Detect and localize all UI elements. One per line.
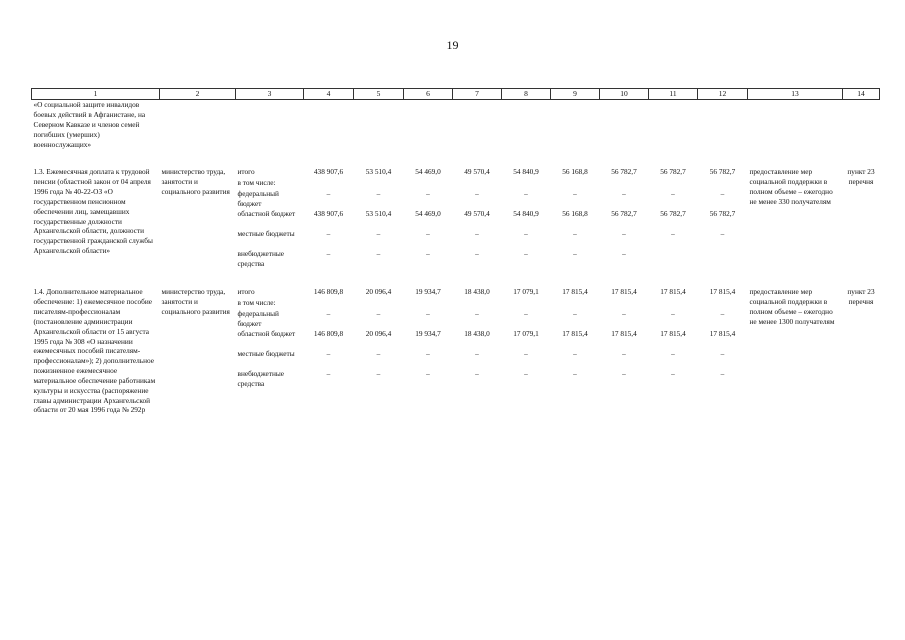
- executor: министерство труда, занятости и социального развития: [161, 287, 230, 317]
- row-spacer: [32, 149, 880, 167]
- value: –: [622, 369, 626, 379]
- row-spacer: [32, 269, 880, 287]
- value: –: [622, 249, 626, 259]
- value: –: [671, 349, 675, 359]
- value: 53 510,4: [365, 209, 392, 219]
- value: [504, 298, 549, 309]
- value: 53 510,4: [365, 167, 392, 177]
- value: –: [426, 369, 430, 379]
- value: [651, 298, 696, 309]
- expected-result: предоставление мер социальной поддержки в полном объеме – ежегодно не менее 1300 получателям: [749, 287, 835, 326]
- value: –: [524, 249, 528, 259]
- funding-source-label: местные бюджеты: [237, 349, 295, 359]
- header-cell: 14: [843, 89, 880, 100]
- value: –: [671, 189, 675, 199]
- value: –: [326, 349, 331, 359]
- value: –: [426, 249, 430, 259]
- value: –: [326, 189, 331, 199]
- value: 17 079,1: [513, 287, 539, 297]
- executor: министерство труда, занятости и социального развития: [161, 167, 230, 197]
- value: –: [326, 309, 331, 319]
- value: –: [573, 189, 577, 199]
- value-cell: [354, 167, 404, 269]
- funding-source-label: федеральный бюджет: [237, 309, 279, 329]
- value: –: [524, 229, 528, 239]
- value: [700, 249, 746, 269]
- value: 54 840,9: [513, 209, 539, 219]
- value-cell: [502, 287, 551, 415]
- funding-source-label: областной бюджет: [237, 209, 296, 219]
- header-cell: 11: [649, 89, 698, 100]
- value: –: [376, 349, 381, 359]
- value-cell: [600, 167, 649, 269]
- value-cell: [453, 167, 502, 269]
- value: 20 096,4: [365, 329, 392, 339]
- value: 146 809,8: [313, 329, 344, 339]
- value: –: [326, 369, 331, 379]
- value: –: [671, 309, 675, 319]
- value-cell: [304, 167, 354, 269]
- value: [356, 178, 402, 189]
- value-cell: [304, 287, 354, 415]
- value: 146 809,8: [313, 287, 344, 297]
- funding-source-label: областной бюджет: [237, 329, 296, 339]
- value: [406, 178, 451, 189]
- value: –: [426, 349, 430, 359]
- header-cell: 4: [304, 89, 354, 100]
- value: –: [622, 189, 626, 199]
- value: –: [475, 189, 479, 199]
- value: –: [376, 249, 381, 259]
- reference: пункт 23 перечня: [847, 287, 875, 307]
- value: –: [376, 229, 381, 239]
- table-row: [32, 167, 880, 269]
- funding-sources: [236, 287, 304, 415]
- header-row: [32, 89, 880, 100]
- value-cell: [698, 287, 748, 415]
- value-cell: [502, 167, 551, 269]
- table-row: [32, 287, 880, 415]
- value: 17 815,4: [709, 329, 736, 339]
- value: [406, 298, 451, 309]
- value-cell: [354, 287, 404, 415]
- value: –: [475, 349, 479, 359]
- value: [306, 298, 352, 309]
- funding-source-label: местные бюджеты: [237, 229, 295, 239]
- value: –: [671, 369, 675, 379]
- value: –: [622, 349, 626, 359]
- value: –: [720, 229, 725, 239]
- value: 56 782,7: [660, 209, 686, 219]
- value: [651, 178, 696, 189]
- value: 17 815,4: [709, 287, 736, 297]
- value: –: [426, 309, 430, 319]
- header-cell: 2: [160, 89, 236, 100]
- header-cell: 13: [748, 89, 843, 100]
- value: 438 907,6: [313, 167, 344, 177]
- funding-source-label: в том числе:: [237, 178, 276, 188]
- value: –: [475, 229, 479, 239]
- value: 19 934,7: [415, 329, 441, 339]
- value: 56 168,8: [562, 209, 588, 219]
- value: –: [671, 229, 675, 239]
- value: –: [720, 189, 725, 199]
- header-cell: 9: [551, 89, 600, 100]
- value: 56 782,7: [660, 167, 686, 177]
- header-cell: 6: [404, 89, 453, 100]
- funding-source-label: внебюджетные средства: [237, 249, 285, 269]
- value: 17 079,1: [513, 329, 539, 339]
- value: –: [475, 249, 479, 259]
- value: [602, 178, 647, 189]
- value: –: [573, 369, 577, 379]
- value: 438 907,6: [313, 209, 344, 219]
- value: –: [720, 349, 725, 359]
- value-cell: [698, 167, 748, 269]
- value: –: [426, 229, 430, 239]
- value: –: [376, 369, 381, 379]
- value-cell: [600, 287, 649, 415]
- value: [455, 178, 500, 189]
- page-number: 19: [446, 38, 459, 52]
- value: –: [524, 369, 528, 379]
- value-cell: [649, 167, 698, 269]
- funding-sources: [236, 167, 304, 269]
- value: –: [524, 189, 528, 199]
- value: [356, 298, 402, 309]
- measure-title: 1.3. Ежемесячная доплата к трудовой пенсии (областной закон от 04 апреля 1996 года № 40-22-ОЗ «О государственном пенсионном обеспечении лиц, замещавших государственные должности Архангельской области, должности государственной гражданской службы Архангельской области»: [33, 167, 153, 256]
- value: 18 438,0: [464, 287, 490, 297]
- value: –: [326, 229, 331, 239]
- value: –: [475, 309, 479, 319]
- value: 54 469,0: [415, 167, 441, 177]
- value: –: [573, 309, 577, 319]
- value-cell: [551, 167, 600, 269]
- value: –: [622, 229, 626, 239]
- funding-source-label: внебюджетные средства: [237, 369, 285, 389]
- value: 54 840,9: [513, 167, 539, 177]
- value: [700, 298, 746, 309]
- value: 17 815,4: [611, 329, 637, 339]
- value: 56 782,7: [611, 167, 637, 177]
- value: –: [524, 309, 528, 319]
- program-table: [31, 88, 880, 415]
- value: –: [376, 189, 381, 199]
- value: –: [426, 189, 430, 199]
- value-cell: [453, 287, 502, 415]
- header-cell: 5: [354, 89, 404, 100]
- expected-result: предоставление мер социальной поддержки в полном объеме – ежегодно не менее 330 получателям: [749, 167, 833, 206]
- funding-source-label: итого: [237, 167, 255, 177]
- funding-source-label: в том числе:: [237, 298, 276, 308]
- value: [306, 178, 352, 189]
- value: [455, 298, 500, 309]
- value: 17 815,4: [611, 287, 637, 297]
- value: 17 815,4: [562, 287, 588, 297]
- value-cell: [649, 287, 698, 415]
- value: –: [622, 309, 626, 319]
- value: 20 096,4: [365, 287, 392, 297]
- value: [553, 178, 598, 189]
- value: 18 438,0: [464, 329, 490, 339]
- measure-title: 1.4. Дополнительное материальное обеспечение: 1) ежемесячное пособие писателям-профессионалам (постановление администрации Архангельской области от 15 августа 1995 года № 308 «О назначении ежемесячных пособий писателям-профессионалам»); 2) дополнительное пожизненное ежемесячное материальное обеспечение работникам культуры и искусства (распоряжение главы администрации Архангельской области от 20 мая 1996 года № 292р: [33, 287, 156, 415]
- value: –: [720, 369, 725, 379]
- value-cell: [404, 287, 453, 415]
- value: –: [720, 309, 725, 319]
- value: 17 815,4: [660, 287, 686, 297]
- value: 56 168,8: [562, 167, 588, 177]
- value: [651, 249, 696, 269]
- value: [504, 178, 549, 189]
- value: 17 815,4: [660, 329, 686, 339]
- header-cell: 1: [32, 89, 160, 100]
- continuation-text: «О социальной защите инвалидов боевых действий в Афганистане, на Северном Кавказе и членов семей погибших (умерших) военнослужащих»: [33, 100, 146, 149]
- value-cell: [404, 167, 453, 269]
- value: –: [573, 229, 577, 239]
- value: 54 469,0: [415, 209, 441, 219]
- header-cell: 8: [502, 89, 551, 100]
- value: –: [326, 249, 331, 259]
- header-cell: 10: [600, 89, 649, 100]
- value: 17 815,4: [562, 329, 588, 339]
- value: –: [475, 369, 479, 379]
- value: 19 934,7: [415, 287, 441, 297]
- value: [602, 298, 647, 309]
- funding-source-label: федеральный бюджет: [237, 189, 279, 209]
- value: 56 782,7: [709, 167, 736, 177]
- value: 56 782,7: [611, 209, 637, 219]
- funding-source-label: итого: [237, 287, 255, 297]
- value: 49 570,4: [464, 209, 490, 219]
- value: [553, 298, 598, 309]
- value: 49 570,4: [464, 167, 490, 177]
- value: –: [573, 249, 577, 259]
- value: [700, 178, 746, 189]
- header-cell: 7: [453, 89, 502, 100]
- header-cell: 12: [698, 89, 748, 100]
- reference: пункт 23 перечня: [847, 167, 875, 187]
- value: 56 782,7: [709, 209, 736, 219]
- value: –: [573, 349, 577, 359]
- header-cell: 3: [236, 89, 304, 100]
- value-cell: [551, 287, 600, 415]
- continuation-row: [32, 100, 880, 150]
- value: –: [376, 309, 381, 319]
- value: –: [524, 349, 528, 359]
